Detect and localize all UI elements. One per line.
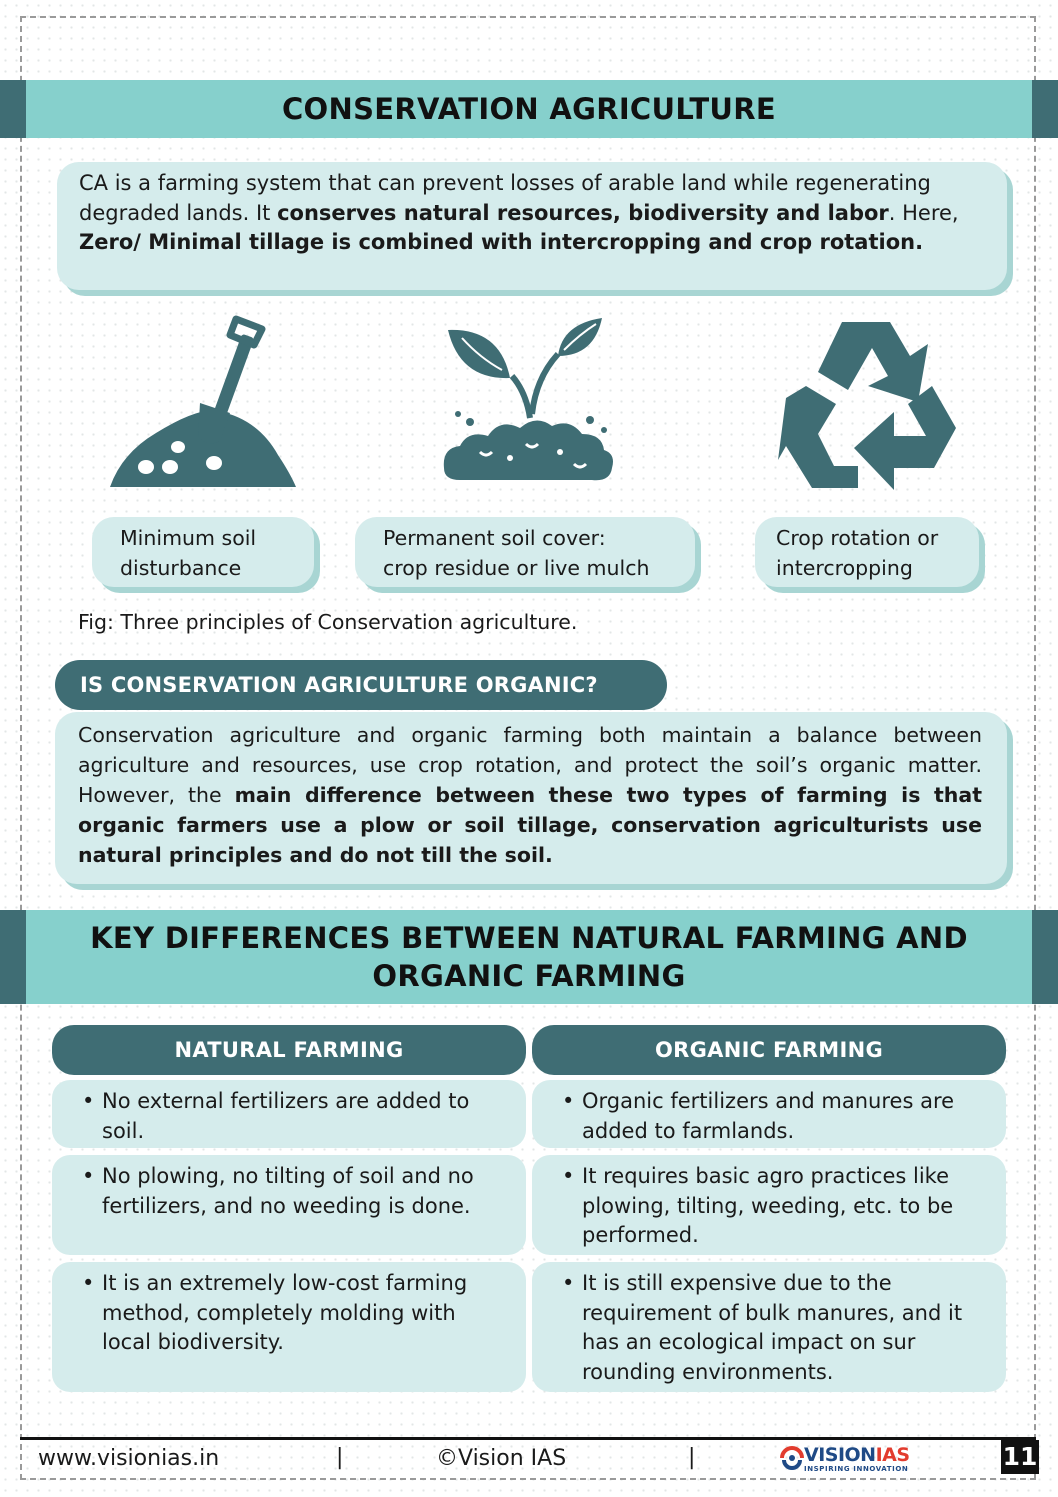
- column-header-natural-farming: NATURAL FARMING: [52, 1025, 526, 1075]
- organic-text-1: Conservation agriculture and organic farming both maintain a balance between agriculture and resources, use crop rotation, and protect the soil’s organic matter. However, the: [78, 723, 982, 807]
- bullet: •: [562, 1164, 575, 1188]
- ca-definition-text: [79, 169, 983, 258]
- bullet: •: [82, 1089, 95, 1113]
- table-cell-natural-row1: [52, 1080, 526, 1148]
- cell-text: No plowing, no tilting of soil and no fertilizers, and no weeding is done.: [102, 1164, 474, 1218]
- logo-mark-icon: [780, 1446, 804, 1470]
- bullet: •: [562, 1089, 575, 1113]
- principle-label-line1: Minimum soil: [120, 526, 257, 550]
- footer-website-link[interactable]: www.visionias.in: [38, 1446, 220, 1471]
- table-cell-organic-row1: [532, 1080, 1006, 1148]
- section-title: CONSERVATION AGRICULTURE: [281, 92, 777, 126]
- principle-label-line2: crop residue or live mulch: [383, 556, 650, 580]
- cell-text: It requires basic agro practices like plowing, tilting, weeding, etc. to be performed.: [582, 1164, 954, 1247]
- intro-bold-1: conserves natural resources, biodiversity and labor: [277, 200, 889, 225]
- footer-divider: [20, 1437, 1036, 1440]
- section-banner-conservation: [0, 80, 1058, 138]
- organic-bold-1: main difference between these two types of farming is that organic farmers use a plow or soil tillage, conservation agriculturists use natural principles and do not till the soil.: [78, 783, 982, 867]
- bullet: •: [82, 1271, 95, 1295]
- logo-tagline: INSPIRING INNOVATION: [804, 1465, 909, 1473]
- organic-comparison-card: [55, 712, 1007, 884]
- section-banner-differences: [0, 910, 1058, 1004]
- banner-tab-right: [1032, 910, 1058, 1004]
- intro-bold-2: Zero/ Minimal tillage is combined with intercropping and crop rotation.: [79, 230, 924, 254]
- logo-wordmark: [804, 1444, 910, 1466]
- table-cell-natural-row2: [52, 1155, 526, 1255]
- figure-caption: Fig: Three principles of Conservation agriculture.: [78, 610, 578, 634]
- section-title-2: [90, 919, 968, 995]
- cell-text: Organic fertilizers and manures are added to farmlands.: [582, 1089, 955, 1143]
- footer-separator: |: [336, 1445, 344, 1470]
- principle-minimum-soil-disturbance: [92, 517, 314, 587]
- table-cell-natural-row3: [52, 1262, 526, 1392]
- principle-label-line1: Permanent soil cover:: [383, 526, 606, 550]
- banner-tab-right: [1032, 80, 1058, 138]
- vision-ias-logo: [780, 1444, 930, 1476]
- title-line-2: ORGANIC FARMING: [372, 959, 686, 993]
- bullet: •: [82, 1164, 95, 1188]
- principle-permanent-soil-cover: [355, 517, 695, 587]
- recycle-icon: [778, 316, 960, 492]
- page-number: 11: [1001, 1440, 1039, 1474]
- ca-definition-card: [57, 162, 1007, 290]
- principle-label-line2: intercropping: [776, 556, 913, 580]
- seedling-soil-icon: [440, 318, 620, 490]
- principle-label-line1: Crop rotation or: [776, 526, 939, 550]
- principle-label-line2: disturbance: [120, 556, 242, 580]
- cell-text: No external fertilizers are added to soil.: [102, 1089, 470, 1143]
- footer-separator: |: [688, 1445, 696, 1470]
- organic-comparison-text: [78, 720, 982, 870]
- banner-tab-left: [0, 80, 26, 138]
- bullet: •: [562, 1271, 575, 1295]
- logo-text-vision: VISION: [804, 1444, 876, 1466]
- table-cell-organic-row3: [532, 1262, 1006, 1392]
- logo-text-ias: IAS: [875, 1444, 910, 1466]
- cell-text: It is still expensive due to the requirement of bulk manures, and it has an ecological impact on sur rounding environments.: [582, 1271, 963, 1384]
- footer-copyright: ©Vision IAS: [436, 1446, 567, 1471]
- subheading-organic-question: IS CONSERVATION AGRICULTURE ORGANIC?: [55, 660, 667, 710]
- intro-text-1: CA is a farming system that can prevent losses of arable land while regenerating degraded lands. It: [79, 171, 931, 225]
- column-header-organic-farming: ORGANIC FARMING: [532, 1025, 1006, 1075]
- principle-crop-rotation: [755, 517, 979, 587]
- table-cell-organic-row2: [532, 1155, 1006, 1255]
- title-line-1: KEY DIFFERENCES BETWEEN NATURAL FARMING AND: [90, 921, 968, 955]
- soil-shovel-icon: [108, 315, 300, 491]
- banner-tab-left: [0, 910, 26, 1004]
- intro-text-2: . Here,: [888, 200, 959, 225]
- cell-text: It is an extremely low-cost farming method, completely molding with local biodiversity.: [102, 1271, 468, 1354]
